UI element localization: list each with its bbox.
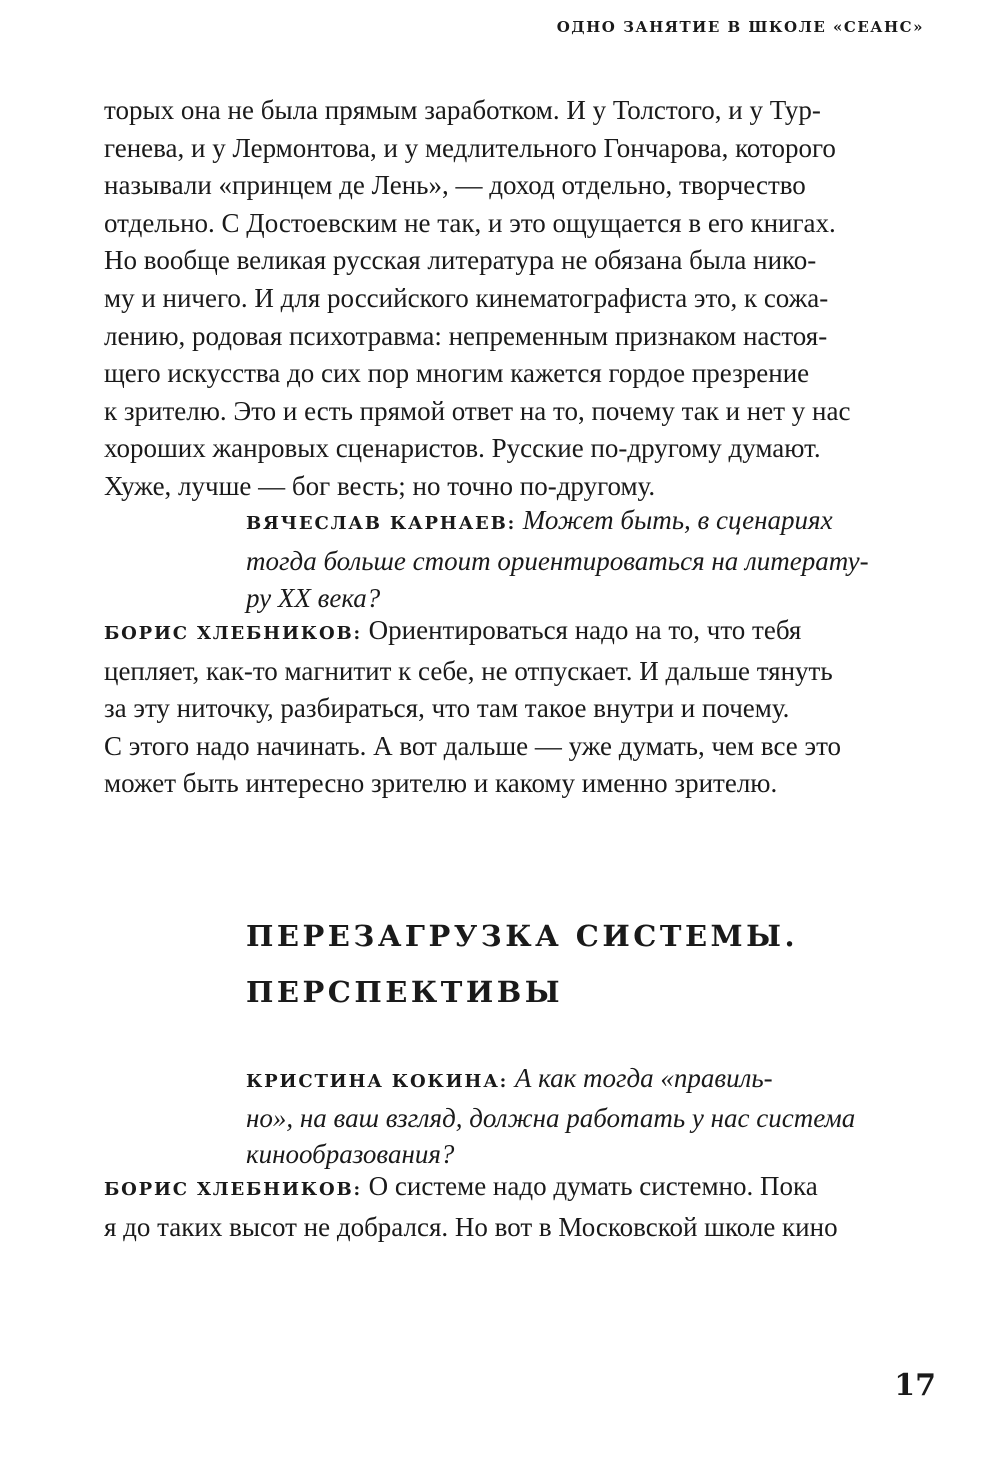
speaker-name: БОРИС ХЛЕБНИКОВ: (104, 623, 362, 644)
question-text: Может быть, в сценариях (522, 505, 833, 535)
question-line: тогда больше стоит ориентироваться на литерату- (246, 545, 869, 576)
speaker-name: ВЯЧЕСЛАВ КАРНАЕВ: (246, 513, 517, 534)
section-heading-line: ПЕРЕЗАГРУЗКА СИСТЕМЫ. (246, 919, 799, 953)
answer-text: Ориентироваться надо на то, что тебя (368, 615, 802, 645)
text-line: называли «принцем де Лень», — доход отдельно, творчество (104, 170, 806, 201)
text-line: за эту ниточку, разбираться, что там такое внутри и почему. (104, 693, 790, 724)
text-line: я до таких высот не добрался. Но вот в Московской школе кино (104, 1211, 838, 1242)
text-line: может быть интересно зрителю и какому именно зрителю. (104, 768, 778, 799)
text-line: к зрителю. Это и есть прямой ответ на то, почему так и нет у нас (104, 395, 851, 426)
answer-khlebnikov-2 (104, 1168, 944, 1246)
page-number: 17 (894, 1368, 936, 1403)
question-line: ру XX века? (246, 583, 381, 614)
text-line: цепляет, как-то магнитит к себе, не отпускает. И дальше тянуть (104, 655, 833, 686)
text-line: отдельно. С Достоевским не так, и это ощущается в его книгах. (104, 207, 836, 238)
speaker-name: КРИСТИНА КОКИНА: (246, 1071, 509, 1092)
paragraph-continuation (104, 92, 944, 506)
text-line: генева, и у Лермонтова, и у медлительного Гончарова, которого (104, 132, 836, 163)
question-text: А как тогда «правиль- (514, 1063, 773, 1093)
question-kokina (246, 1060, 855, 1172)
text-line: хороших жанровых сценаристов. Русские по-другому думают. (104, 433, 821, 464)
section-heading-line: ПЕРСПЕКТИВЫ (246, 975, 564, 1009)
text-line: торых она не была прямым заработком. И у Толстого, и у Тур- (104, 95, 821, 125)
text-line: щего искусства до сих пор многим кажется гордое презрение (104, 358, 810, 389)
section-heading (246, 908, 798, 1020)
running-header: ОДНО ЗАНЯТИЕ В ШКОЛЕ «СЕАНС» (556, 18, 924, 36)
text-line: Но вообще великая русская литература не обязана была нико- (104, 245, 817, 276)
text-line: С этого надо начинать. А вот дальше — уже думать, чем все это (104, 730, 842, 761)
question-line: кинообразования? (246, 1139, 455, 1169)
text-line: лению, родовая психотравма: непременным признаком настоя- (104, 320, 828, 351)
question-karnaev (246, 502, 869, 618)
question-line: но», на ваш взгляд, должна работать у нас система (246, 1103, 856, 1133)
text-line: Хуже, лучше — бог весть; но точно по-другому. (104, 470, 656, 501)
answer-khlebnikov-1 (104, 612, 944, 803)
speaker-name: БОРИС ХЛЕБНИКОВ: (104, 1179, 362, 1200)
answer-text: О системе надо думать системно. Пока (368, 1171, 818, 1201)
text-line: му и ничего. И для российского кинематографиста это, к сожа- (104, 282, 829, 313)
